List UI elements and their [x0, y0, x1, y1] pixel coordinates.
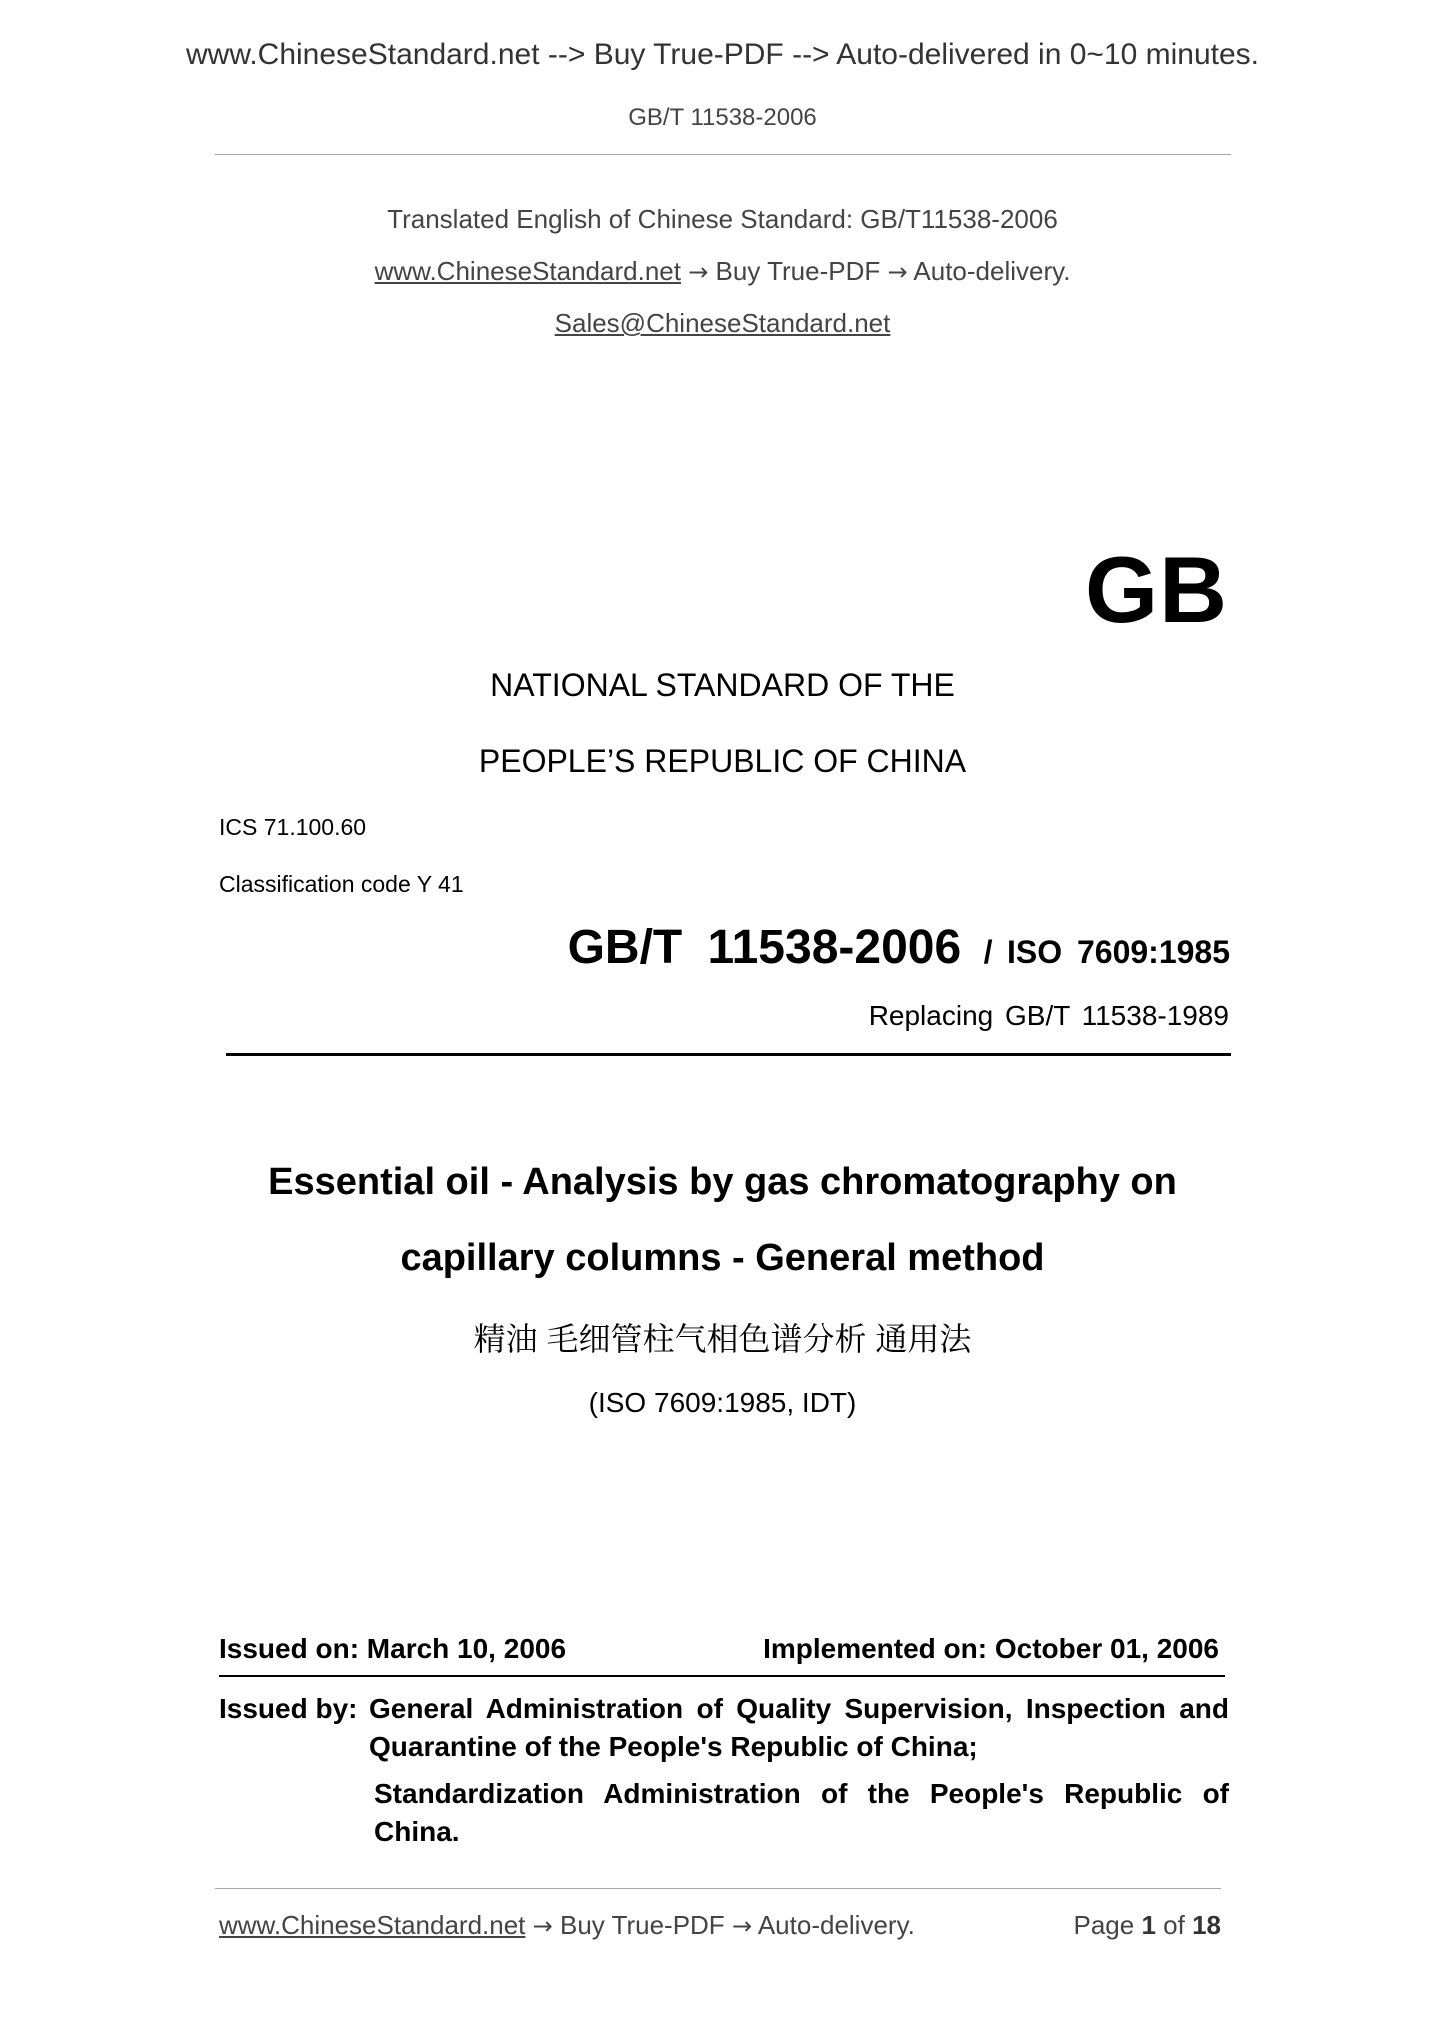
page-indicator	[1073, 1910, 1221, 1941]
national-standard-line1: NATIONAL STANDARD OF THE	[490, 667, 955, 703]
translated-notice: Translated English of Chinese Standard: GB/T11538-2006	[387, 204, 1058, 234]
buy-text: Buy True-PDF	[715, 256, 881, 286]
arrow-right-icon: →	[731, 1912, 753, 1940]
auto-delivery-text: Auto-delivery.	[913, 256, 1071, 286]
page-label: Page	[1073, 1910, 1135, 1940]
site-link[interactable]: www.ChineseStandard.net	[374, 256, 681, 286]
footer-divider	[215, 1888, 1221, 1889]
page-number: 1	[1141, 1910, 1156, 1940]
issuer-1: General Administration of Quality Supervision, Inspection and Quarantine of the People's Republic of China;	[369, 1693, 1229, 1762]
header-standard-code: GB/T 11538-2006	[628, 104, 817, 131]
arrow-right-icon: →	[688, 258, 709, 286]
footer-buy-text: Buy True-PDF	[559, 1910, 725, 1940]
title-chinese: 精油 毛细管柱气相色谱分析 通用法	[473, 1321, 972, 1357]
title-line1: Essential oil - Analysis by gas chromatography on	[268, 1161, 1177, 1203]
buy-line	[0, 256, 1445, 287]
issue-divider	[219, 1675, 1225, 1677]
standard-number: GB/T 11538-2006	[567, 921, 962, 974]
arrow-right-icon: →	[887, 258, 908, 286]
iso-idt-note: (ISO 7609:1985, IDT)	[588, 1387, 857, 1418]
gb-logo: GB	[1085, 537, 1228, 642]
issuer-2: Standardization Administration of the People's Republic of	[374, 1778, 1229, 1809]
implemented-on-date: Implemented on: October 01, 2006	[763, 1633, 1219, 1664]
footer-site-link[interactable]: www.ChineseStandard.net	[219, 1910, 526, 1940]
sales-email-link[interactable]: Sales@ChineseStandard.net	[554, 308, 891, 338]
national-standard-line2: PEOPLE’S REPUBLIC OF CHINA	[478, 743, 967, 779]
footer-buy-line	[219, 1910, 915, 1941]
of-label: of	[1163, 1910, 1185, 1940]
iso-number: ISO 7609:1985	[1006, 934, 1230, 970]
arrow-right-icon: →	[532, 1912, 553, 1940]
classification-code: Classification code Y 41	[219, 871, 464, 897]
issued-on-date: Issued on: March 10, 2006	[219, 1633, 567, 1664]
footer-auto-text: Auto-delivery.	[757, 1910, 915, 1940]
ics-code: ICS 71.100.60	[219, 814, 367, 840]
header-divider	[215, 154, 1231, 155]
cover-divider	[226, 1053, 1231, 1056]
standard-number-line	[568, 920, 1230, 975]
issued-by-label: Issued by:	[219, 1693, 358, 1724]
title-line2: capillary columns - General method	[400, 1237, 1045, 1279]
page-total: 18	[1192, 1910, 1221, 1940]
replacing-standard: Replacing GB/T 11538-1989	[868, 1000, 1229, 1031]
standard-slash: /	[983, 934, 993, 970]
top-banner: www.ChineseStandard.net --> Buy True-PDF --> Auto-delivered in 0~10 minutes.	[185, 38, 1260, 71]
sales-line	[0, 308, 1445, 339]
issuer-2-end: China.	[374, 1816, 460, 1847]
